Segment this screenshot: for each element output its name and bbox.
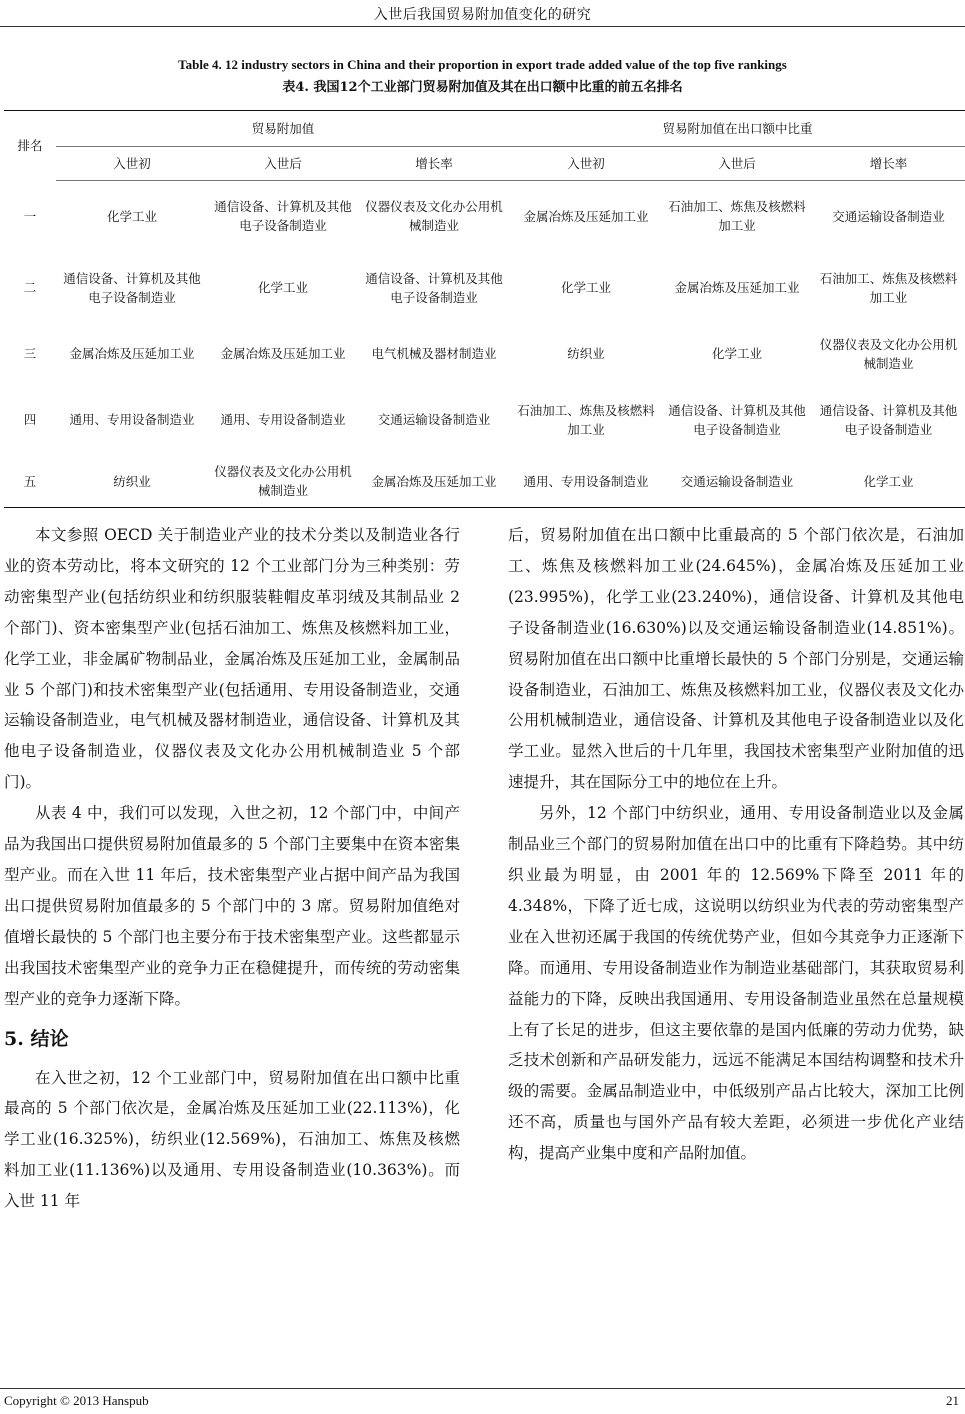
table-cell: 金属冶炼及压延加工业 — [69, 346, 195, 361]
table-cell: 仪器仪表及文化办公用机械制造业 — [819, 336, 958, 371]
table-cell: 通用、专用设备制造业 — [220, 412, 346, 427]
header-rule — [0, 26, 965, 27]
section-title: 5. 结论 — [4, 1027, 69, 1050]
body-paragraph: 从表 4 中，我们可以发现，入世之初，12 个部门中，中间产品为我国出口提供贸易附加值最多的 5 个部门主要集中在资本密集型产业。而在入世 11 年后，技术密集型产业占据中间产品为我国出口提供贸易附加值最多的 5 个部门中的 3 席。贸易附加值绝对值增长最快的 5 个部门也主要分布于技术密集型产业。这些都显示出我国技术密集型产业的竞争力正在稳健提升，而传统的劳动密集型产业的竞争力逐渐下降。 — [4, 804, 460, 1008]
subheader: 增长率 — [358, 147, 510, 181]
group-header-share: 贸易附加值在出口额中比重 — [510, 111, 965, 147]
table-cell: 化学工业 — [711, 346, 762, 361]
table-cell: 金属冶炼及压延加工业 — [358, 456, 510, 508]
table-cell: 石油加工、炼焦及核燃料加工业 — [819, 270, 958, 305]
table-cell: 通信设备、计算机及其他电子设备制造业 — [819, 402, 958, 437]
right-column — [508, 520, 964, 1169]
body-paragraph: 在入世之初，12 个工业部门中，贸易附加值在出口额中比重最高的 5 个部门依次是，金属冶炼及压延加工业(22.113%)，化学工业(16.325%)，纺织业(12.569%)，石油加工、炼焦及核燃料加工业(11.136%)以及通用、专用设备制造业(10.363%)。而入世 11 年 — [4, 1068, 460, 1211]
table-cell: 化学工业 — [812, 456, 965, 508]
subheader: 入世后 — [208, 147, 358, 181]
subheader: 入世初 — [510, 147, 662, 181]
table-cell: 金属冶炼及压延加工业 — [674, 280, 800, 295]
body-paragraph: 本文参照 OECD 关于制造业产业的技术分类以及制造业各行业的资本劳动比，将本文研究的 12 个工业部门分为三种类别：劳动密集型产业(包括纺织业和纺织服装鞋帽皮革羽绒及其制品业 2 个部门)、资本密集型产业(包括石油加工、炼焦及核燃料加工业，化学工业，非金属矿物制品业，金属冶炼及压延加工业，金属制品业 5 个部门)和技术密集型产业(包括通用、专用设备制造业，交通运输设备制造业，电气机械及器材制造业，通信设备、计算机及其他电子设备制造业，仪器仪表及文化办公用机械制造业 5 个部门)。 — [4, 526, 460, 792]
table-row — [4, 252, 965, 324]
body-paragraph: 另外，12 个部门中纺织业，通用、专用设备制造业以及金属制品业三个部门的贸易附加值在出口中的比重有下降趋势。其中纺织业最为明显，由 2001 年的 12.569%下降至 2011 年的 4.348%，下降了近七成，这说明以纺织业为代表的劳动密集型产业在入世初还属于我国的传统优势产业，但如今其竞争力正逐渐下降。而通用、专用设备制造业作为制造业基础部门，其获取贸易利益能力的下降，反映出我国通用、专用设备制造业虽然在总量规模上有了长足的进步，但这主要依靠的是国内低廉的劳动力优势，缺乏技术创新和产品研发能力，远远不能满足本国结构调整和技术升级的需要。金属品制造业中，中低级别产品占比较大，深加工比例还不高，质量也与国外产品有较大差距，必须进一步优化产业结构，提高产业集中度和产品附加值。 — [508, 804, 964, 1163]
rank-cell: 二 — [23, 280, 37, 295]
table-caption-zh: 表4. 我国12个工业部门贸易附加值及其在出口额中比重的前五名排名 — [282, 80, 683, 95]
table-row — [4, 456, 965, 508]
body-paragraph: 后，贸易附加值在出口额中比重最高的 5 个部门依次是，石油加工、炼焦及核燃料加工业(24.645%)，金属冶炼及压延加工业(23.995%)，化学工业(23.240%)，通信设备、计算机及其他电子设备制造业(16.630%)以及交通运输设备制造业(14.851%)。贸易附加值在出口额中比重增长最快的 5 个部门分别是，交通运输设备制造业，石油加工、炼焦及核燃料加工业，仪器仪表及文化办公用机械制造业，通信设备、计算机及其他电子设备制造业以及化学工业。显然入世后的十几年里，我国技术密集型产业附加值的迅速提升，其在国际分工中的地位在上升。 — [508, 526, 964, 792]
table-cell: 通用、专用设备制造业 — [69, 412, 195, 427]
table-cell: 通信设备、计算机及其他电子设备制造业 — [668, 402, 806, 437]
subheader: 入世后 — [662, 147, 812, 181]
table-cell: 交通运输设备制造业 — [662, 456, 812, 508]
table-row — [4, 181, 965, 252]
table-cell: 电气机械及器材制造业 — [371, 346, 497, 361]
table-row — [4, 384, 965, 456]
table-cell: 仪器仪表及文化办公用机械制造业 — [365, 199, 503, 234]
table-cell: 纺织业 — [56, 456, 208, 508]
table-cell: 通信设备、计算机及其他电子设备制造业 — [214, 199, 352, 234]
table-caption-en: Table 4. 12 industry sectors in China and their proportion in export trade added value of the top five rankings — [178, 57, 787, 72]
page-number: 21 — [946, 1393, 959, 1408]
table-cell: 通信设备、计算机及其他电子设备制造业 — [365, 270, 503, 305]
footer-rule — [0, 1388, 965, 1389]
table-cell: 石油加工、炼焦及核燃料加工业 — [517, 402, 655, 437]
table-cell: 交通运输设备制造业 — [377, 412, 491, 427]
subheader: 增长率 — [812, 147, 965, 181]
table-cell: 金属冶炼及压延加工业 — [523, 208, 649, 224]
table-cell: 通信设备、计算机及其他电子设备制造业 — [63, 270, 201, 305]
table-cell: 仪器仪表及文化办公用机械制造业 — [208, 456, 358, 508]
rank-cell: 三 — [23, 346, 37, 361]
left-column — [4, 520, 460, 1217]
table-cell: 石油加工、炼焦及核燃料加工业 — [668, 199, 806, 234]
subheader: 入世初 — [56, 147, 208, 181]
running-title: 入世后我国贸易附加值变化的研究 — [373, 7, 592, 23]
ranking-table — [4, 110, 965, 508]
table-cell: 交通运输设备制造业 — [832, 208, 945, 224]
table-cell: 金属冶炼及压延加工业 — [220, 346, 346, 361]
rank-cell: 五 — [4, 456, 56, 508]
table-cell: 化学工业 — [257, 280, 308, 295]
table-cell: 化学工业 — [560, 280, 611, 295]
rank-cell: 四 — [23, 412, 37, 427]
rank-cell: 一 — [23, 208, 37, 224]
table-cell: 纺织业 — [567, 346, 605, 361]
group-header-value-added: 贸易附加值 — [56, 111, 510, 147]
table-cell: 通用、专用设备制造业 — [510, 456, 662, 508]
rank-header: 排名 — [4, 111, 56, 181]
table-row — [4, 324, 965, 384]
table-cell: 化学工业 — [106, 208, 157, 224]
copyright: Copyright © 2013 Hanspub — [4, 1393, 149, 1408]
